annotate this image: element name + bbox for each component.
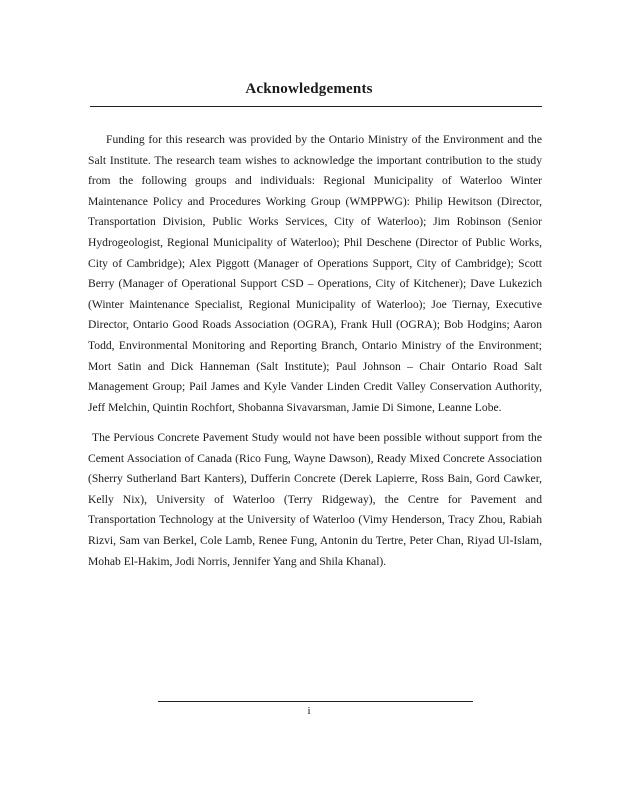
pervious-concrete-paragraph: The Pervious Concrete Pavement Study would not have been possible without support from the Cement Association of Canada (Rico Fung, Wayne Dawson), Ready Mixed Concrete Association (Sherry Sutherland Bart Kanters), Dufferin Concrete (Derek Lapierre, Ross Bain, Gord Cawker, Kelly Nix), University of Waterloo (Terry Ridgeway), the Centre for Pavement and Transportation Technology at the University of Waterloo (Vimy Henderson, Tracy Zhou, Rabiah Rizvi, Sam van Berkel, Cole Lamb, Renee Fung, Antonin du Tertre, Peter Chan, Riyad Ul-Islam, Mohab El-Hakim, Jodi Norris, Jennifer Yang and Shila Khanal). xyxy=(88,431,542,568)
footer-divider xyxy=(158,701,473,702)
page-number: i xyxy=(307,705,311,717)
page-title: Acknowledgements xyxy=(245,81,373,97)
funding-paragraph: Funding for this research was provided by the Ontario Ministry of the Environment and the Salt Institute. The research team wishes to acknowledge the important contribution to the study from the following groups and individuals: Regional Municipality of Waterloo Winter Maintenance Policy and Procedures Working Group (WMPPWG): Philip Hewitson (Director, Transportation Division, Public Works Services, City of Waterloo); Jim Robinson (Senior Hydrogeologist, Regional Municipality of Waterloo); Phil Deschene (Director of Public Works, City of Cambridge); Alex Piggott (Manager of Operations Support, City of Cambridge); Scott Berry (Manager of Operational Support CSD – Operations, City of Kitchener); Dave Lukezich (Winter Maintenance Specialist, Regional Municipality of Waterloo); Joe Tiernay, Executive Director, Ontario Good Roads Association (OGRA), Frank Hull (OGRA); Bob Hodgins; Aaron Todd, Environmental Monitoring and Reporting Branch, Ontario Ministry of the Environment; Mort Satin and Dick Hanneman (Salt Institute); Paul Johnson – Chair Ontario Road Salt Management Group; Pail James and Kyle Vander Linden Credit Valley Conservation Authority, Jeff Melchin, Quintin Rochfort, Shobanna Sivavarsman, Jamie Di Simone, Leanne Lobe. xyxy=(88,133,542,414)
title-divider xyxy=(90,106,542,107)
